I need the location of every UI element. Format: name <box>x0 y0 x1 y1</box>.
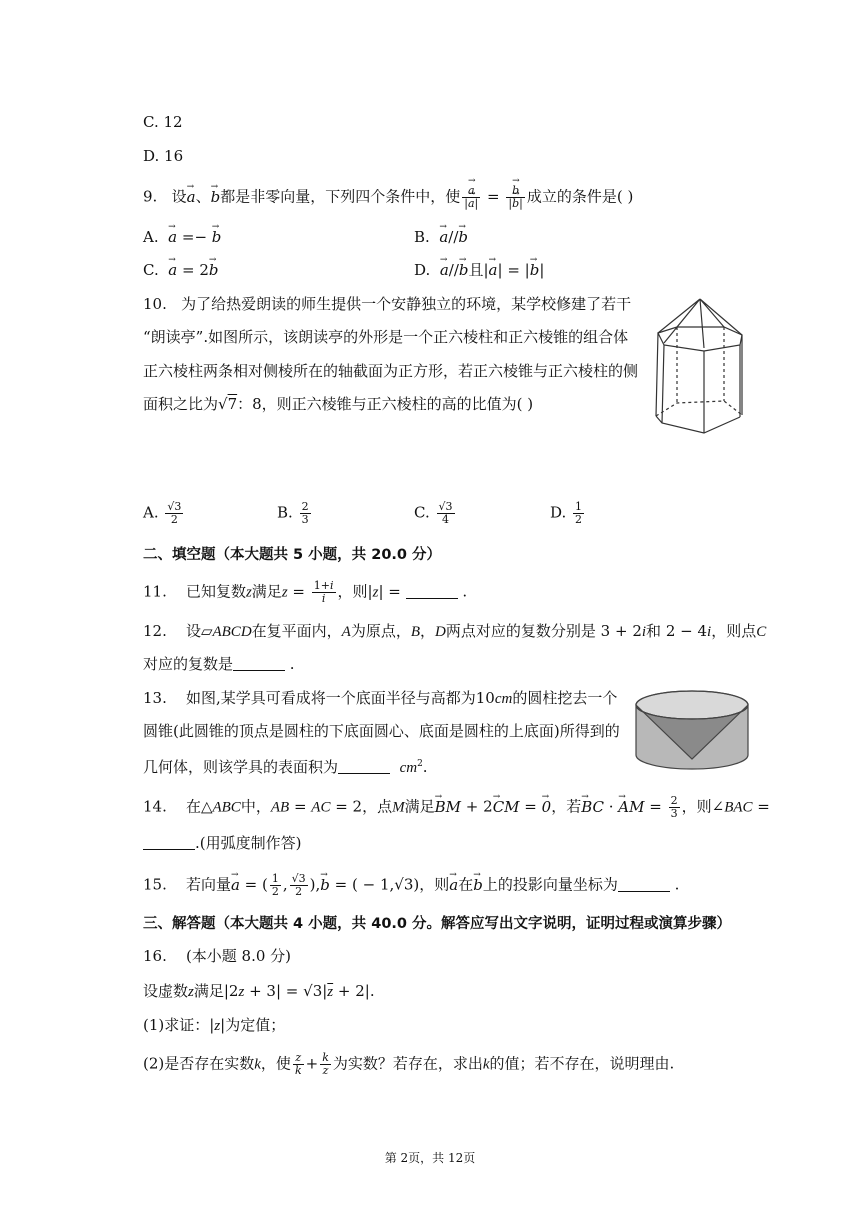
q9-option-b: B. → a//→ b <box>414 227 468 247</box>
question-16-header: 16. (本小题 8.0 分) <box>143 947 292 965</box>
section-heading-fill-in: 二、填空题（本大题共 5 小题，共 20.0 分） <box>143 547 442 563</box>
answer-blank <box>338 759 390 774</box>
q10-option-b: B. $\frac{2}{3}$ <box>277 500 309 526</box>
answer-blank <box>618 877 670 892</box>
question-13-line1: 13. 如图,某学具可看成将一个底面半径与高都为10cm的圆柱挖去一个 <box>143 689 618 707</box>
question-12-line2: 对应的复数是 . <box>143 655 295 673</box>
question-11: 11. 已知复数z满足z = $\frac{1+i}{i}$ ，则|z| = . <box>143 579 468 605</box>
hexagonal-pavilion-figure <box>650 293 750 439</box>
answer-blank <box>233 656 285 671</box>
question-9: 9. 设→ a、→ b都是非零向量，下列四个条件中，使 → $\frac{a}{|\to a|}$ = → $\frac{b}{|\to b|}$ 成立的条件是( ) <box>143 185 633 210</box>
unit-vector-a: → $\frac{a}{|\to a|}$ <box>462 185 480 210</box>
unit-vector-b: → $\frac{b}{|\to b|}$ <box>506 185 524 210</box>
question-10-line4: 面积之比为√7：8，则正六棱锥与正六棱柱的高的比值为( ) <box>143 395 534 413</box>
answer-blank <box>143 835 195 850</box>
question-number: 9. <box>143 187 158 206</box>
q9-option-c: C. → a = 2→ b <box>143 260 218 280</box>
question-15: 15. 若向量→ a = ( $\frac{1}{2}$ , $\frac{√3}{2}$ ),→ b = ( − 1,√3)，则→ a在→ b上的投影向量坐标为 . <box>143 873 679 898</box>
question-12-line1: 12. 设▱ABCD在复平面内，A为原点，B，D两点对应的复数分别是 3 + 2i和 2 − 4i，则点C <box>143 622 767 640</box>
option-d: D. 16 <box>143 147 184 165</box>
page-footer: 第 2页，共 12页 <box>384 1151 476 1165</box>
question-16-line3: (2)是否存在实数k，使 $\frac{z}{k}$ + $\frac{k}{z}$ 为实数？若存在，求出k的值；若不存在，说明理由. <box>143 1051 675 1077</box>
question-14-line2: .(用弧度制作答) <box>143 833 301 853</box>
answer-blank <box>406 584 458 599</box>
question-10-line1: 10. 为了给热爱朗读的师生提供一个安静独立的环境，某学校修建了若干 <box>143 295 632 313</box>
option-c: C. 12 <box>143 113 183 131</box>
vector-b: → b <box>211 187 221 207</box>
question-13-line2: 圆锥(此圆锥的顶点是圆柱的下底面圆心、底面是圆柱的上底面)所得到的 <box>143 722 620 740</box>
question-10-line2: “朗读亭”.如图所示，该朗读亭的外形是一个正六棱柱和正六棱锥的组合体 <box>143 328 629 346</box>
q9-option-a: A. → a =− → b <box>143 227 221 247</box>
hollowed-cylinder-figure <box>632 687 752 773</box>
question-10-line3: 正六棱柱两条相对侧棱所在的轴截面为正方形，若正六棱锥与正六棱柱的侧 <box>143 362 639 380</box>
vector-a: → a <box>187 187 196 207</box>
section-heading-answer: 三、解答题（本大题共 4 小题，共 40.0 分。解答应写出文字说明，证明过程或演算步骤） <box>143 916 732 932</box>
q10-option-d: D. $\frac{1}{2}$ <box>550 500 583 526</box>
q10-option-a: A. $\frac{√3}{2}$ <box>143 500 182 526</box>
question-16-line1: 设虚数z满足$|2z + 3| = √3|\overline{z} + 2|$. <box>143 982 375 1000</box>
question-16-line2: (1)求证：|z|为定值； <box>143 1016 286 1034</box>
q9-option-d: D. → a//→ b且|→ a| = |→ b| <box>414 260 544 280</box>
q10-option-c: C. $\frac{√3}{4}$ <box>414 500 453 526</box>
question-13-line3: 几何体，则该学具的表面积为 $cm^2$. <box>143 758 428 776</box>
question-14-line1: 14. 在△ABC中，AB = AC = 2，点M满足→ BM + 2→ CM = → 0，若→ BC · → AM = $\frac{2}{3}$ ，则∠BAC = <box>143 795 770 820</box>
